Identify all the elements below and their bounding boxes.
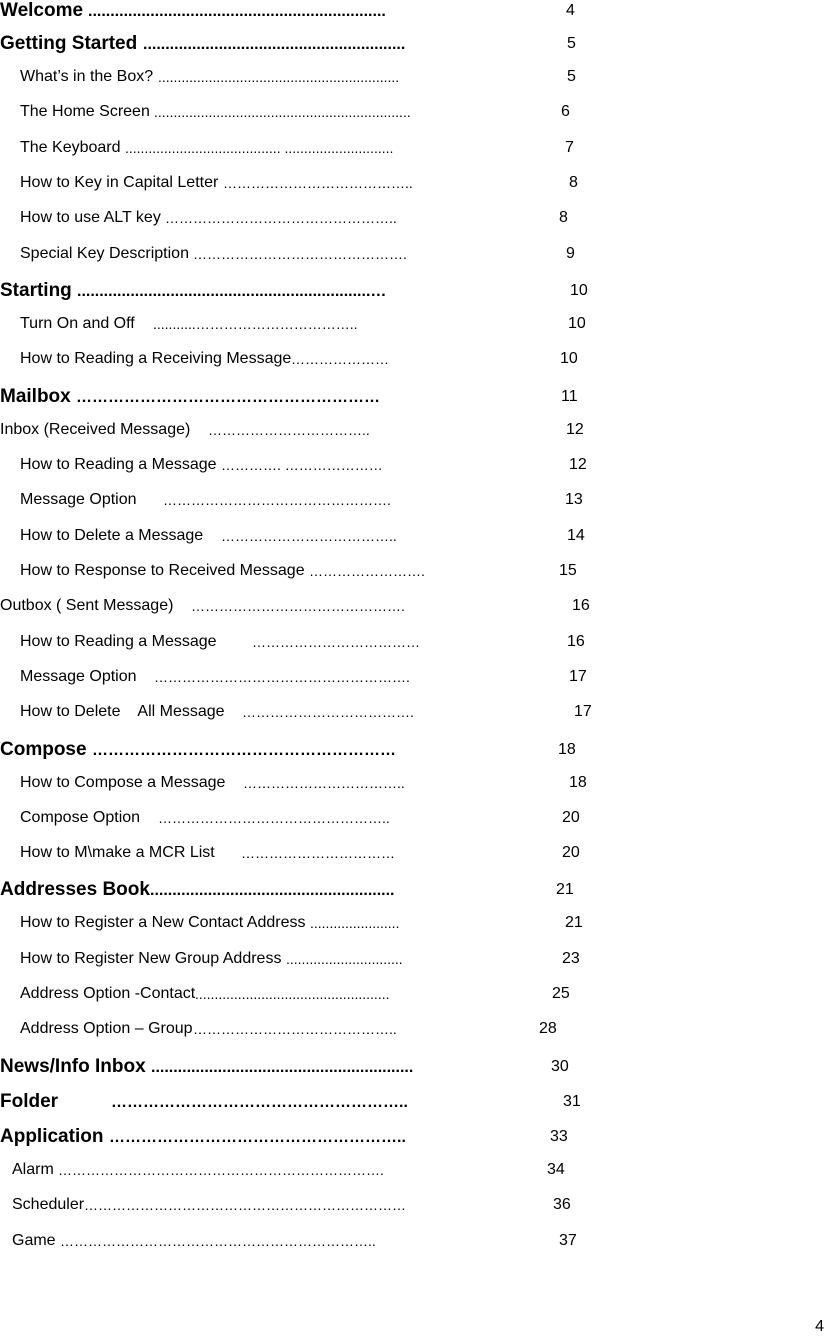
toc-entry-title: How to Response to Received Message [20,562,310,579]
toc-subsection-entry[interactable] [0,456,700,486]
toc-entry-leader-dots: ………………… [291,351,389,367]
toc-entry-leader-dots: .............................................................. [158,69,400,85]
toc-subsection-entry[interactable] [0,633,700,663]
toc-entry-title: Address Option -Contact [20,985,196,1002]
toc-entry-title: Game [12,1232,61,1249]
toc-subsection-entry[interactable] [0,174,700,204]
toc-entry-page-number: 14 [567,527,585,544]
toc-entry-page-number: 8 [569,174,578,191]
toc-entry-title: How to Register a New Contact Address [20,914,310,931]
toc-entry-title: Getting Started [0,33,143,54]
toc-entry-page-number: 8 [559,209,568,226]
toc-subsection-entry[interactable] [0,1232,700,1262]
toc-subsection-entry[interactable] [0,491,700,521]
toc-entry-title: Scheduler [12,1196,85,1213]
toc-entry-page-number: 30 [551,1058,569,1075]
toc-entry-leader-dots: ........................................................... [143,36,406,53]
toc-entry-leader-dots: ………………………………………………. [154,669,410,685]
toc-entry-leader-dots: ………………………………………………………….. [60,1233,376,1249]
toc-entry-leader-dots: ………………………………………….. [165,210,397,226]
toc-subsection-entry[interactable] [0,1161,700,1191]
toc-entry-leader-dots: …………. ………………… [221,457,383,473]
toc-entry-page-number: 16 [572,597,590,614]
toc-subsection-entry[interactable] [0,139,700,169]
toc-entry-page-number: 5 [567,35,576,52]
toc-subsection-entry[interactable] [0,209,700,239]
toc-entry-page-number: 10 [570,282,588,299]
toc-subsection-entry[interactable] [0,1020,700,1050]
toc-entry-leader-dots: ....................... [310,915,400,931]
toc-entry-title: How to M\make a MCR List [20,844,242,861]
toc-subsection-entry[interactable] [0,950,700,980]
toc-entry-title: Application [0,1126,109,1147]
toc-subsection-entry[interactable] [0,421,700,451]
toc-subsection-entry[interactable] [0,1196,700,1226]
toc-entry-page-number: 25 [552,985,570,1002]
toc-entry-page-number: 6 [561,103,570,120]
toc-entry-title: Inbox (Received Message) [0,421,209,438]
toc-entry-title: Mailbox [0,386,77,407]
toc-entry-page-number: 12 [569,456,587,473]
toc-entry-title: How to Key in Capital Letter [20,174,223,191]
toc-entry-leader-dots: ........................................ ............................ [125,140,394,156]
toc-entry-title: Special Key Description [20,245,194,262]
toc-section-entry[interactable] [0,1091,700,1121]
toc-entry-leader-dots: ……………………………… [252,634,420,650]
toc-subsection-entry[interactable] [0,809,700,839]
toc-subsection-entry[interactable] [0,68,700,98]
toc-entry-leader-dots: .................................................................. [154,104,411,120]
toc-subsection-entry[interactable] [0,350,700,380]
toc-section-entry[interactable] [0,280,700,310]
toc-entry-leader-dots: .............................. [286,951,403,967]
toc-entry-page-number: 17 [569,668,587,685]
toc-section-entry[interactable] [0,33,700,63]
toc-entry-title: How to use ALT key [20,209,166,226]
toc-entry-page-number: 20 [562,809,580,826]
toc-subsection-entry[interactable] [0,914,700,944]
toc-entry-leader-dots: …………………………………….. [193,1021,397,1037]
toc-entry-title: Addresses Book [0,879,150,900]
toc-subsection-entry[interactable] [0,527,700,557]
toc-entry-leader-dots: ……………………………………………….. [111,1094,408,1111]
toc-entry-page-number: 34 [547,1161,565,1178]
toc-entry-title: News/Info Inbox [0,1056,151,1077]
toc-entry-leader-dots: ………………………………. [242,704,414,720]
toc-section-entry[interactable] [0,879,700,909]
toc-entry-title: How to Delete All Message [20,703,243,720]
page-number: 4 [815,1318,824,1335]
toc-entry-title: How to Register New Group Address [20,950,286,967]
toc-entry-page-number: 18 [569,774,587,791]
toc-entry-leader-dots: .................................................. [195,986,390,1002]
toc-subsection-entry[interactable] [0,103,700,133]
toc-subsection-entry[interactable] [0,844,700,874]
toc-entry-leader-dots: ....................................................... [150,882,395,899]
toc-entry-page-number: 4 [566,2,575,19]
toc-entry-page-number: 7 [565,139,574,156]
toc-entry-page-number: 36 [553,1196,571,1213]
toc-entry-page-number: 9 [566,245,575,262]
toc-entry-leader-dots: …………………………….. [243,775,405,791]
toc-section-entry[interactable] [0,386,700,416]
toc-section-entry[interactable] [0,739,700,769]
toc-entry-page-number: 16 [567,633,585,650]
toc-entry-leader-dots: …………………………………………………………… [84,1197,406,1213]
toc-entry-page-number: 31 [563,1093,581,1110]
toc-entry-page-number: 37 [559,1232,577,1249]
toc-entry-page-number: 12 [566,421,584,438]
toc-entry-title: Turn On and Off [20,315,153,332]
toc-entry-page-number: 21 [556,881,574,898]
toc-entry-page-number: 11 [561,388,578,405]
toc-entry-page-number: 15 [559,562,577,579]
toc-entry-page-number: 28 [539,1020,557,1037]
toc-entry-leader-dots: ………………………………….. [223,175,413,191]
toc-entry-title: How to Compose a Message [20,774,244,791]
toc-subsection-entry[interactable] [0,315,700,345]
toc-entry-title: Message Option [20,491,164,508]
toc-section-entry[interactable] [0,0,700,30]
toc-entry-page-number: 13 [565,491,583,508]
toc-subsection-entry[interactable] [0,668,700,698]
toc-entry-title: What’s in the Box? [20,68,158,85]
toc-entry-leader-dots: …………………………….. [208,422,370,438]
toc-entry-page-number: 10 [560,350,578,367]
toc-entry-title: Welcome [0,0,89,21]
toc-entry-leader-dots: ……………………………….. [221,528,397,544]
toc-entry-title: Compose Option [20,809,158,826]
toc-subsection-entry[interactable] [0,703,700,733]
toc-entry-leader-dots: …………………………………………. [163,492,391,508]
toc-entry-leader-dots: ………………………………………………… [76,389,380,406]
toc-section-entry[interactable] [0,1126,700,1156]
toc-entry-leader-dots: ………………………………………….. [158,810,390,826]
toc-entry-page-number: 20 [562,844,580,861]
toc-entry-title: Outbox ( Sent Message) [0,597,192,614]
toc-subsection-entry[interactable] [0,597,700,627]
toc-entry-title: Message Option [20,668,155,685]
toc-subsection-entry[interactable] [0,774,700,804]
toc-entry-title: Folder [0,1091,111,1112]
toc-entry-page-number: 5 [567,68,576,85]
toc-entry-leader-dots: ……………………………………………….. [109,1129,406,1146]
toc-entry-page-number: 33 [550,1128,568,1145]
toc-entry-title: The Home Screen [20,103,155,120]
toc-entry-title: How to Delete a Message [20,527,221,544]
toc-entry-title: How to Reading a Message [20,456,221,473]
toc-entry-page-number: 17 [574,703,592,720]
toc-entry-leader-dots: …………………………… [241,845,395,861]
toc-entry-title: How to Reading a Message [20,633,253,650]
toc-entry-title: Alarm [12,1161,59,1178]
toc-entry-page-number: 21 [565,914,583,931]
toc-entry-leader-dots: ...........…………………………….. [153,316,358,332]
toc-entry-page-number: 18 [558,741,576,758]
toc-entry-page-number: 10 [568,315,586,332]
toc-entry-leader-dots: ..................................................................… [77,283,387,300]
toc-entry-leader-dots: ………………………………………………… [92,742,396,759]
toc-subsection-entry[interactable] [0,245,700,275]
toc-subsection-entry[interactable] [0,562,700,592]
toc-entry-title: Compose [0,739,92,760]
toc-entry-leader-dots: ................................................................... [88,3,386,20]
toc-subsection-entry[interactable] [0,985,700,1015]
toc-section-entry[interactable] [0,1056,700,1086]
toc-entry-leader-dots: ………………………………………. [191,598,405,614]
toc-entry-leader-dots: ……………………………………………………………. [58,1162,384,1178]
toc-entry-title: Starting [0,280,78,301]
toc-entry-page-number: 23 [562,950,580,967]
toc-entry-leader-dots: ………………………………………. [193,246,407,262]
toc-entry-leader-dots: ........................................................... [151,1059,414,1076]
toc-entry-title: How to Reading a Receiving Message [20,350,292,367]
toc-entry-title: Address Option – Group [20,1020,193,1037]
toc-entry-leader-dots: ……………………. [309,563,425,579]
toc-entry-title: The Keyboard [20,139,125,156]
